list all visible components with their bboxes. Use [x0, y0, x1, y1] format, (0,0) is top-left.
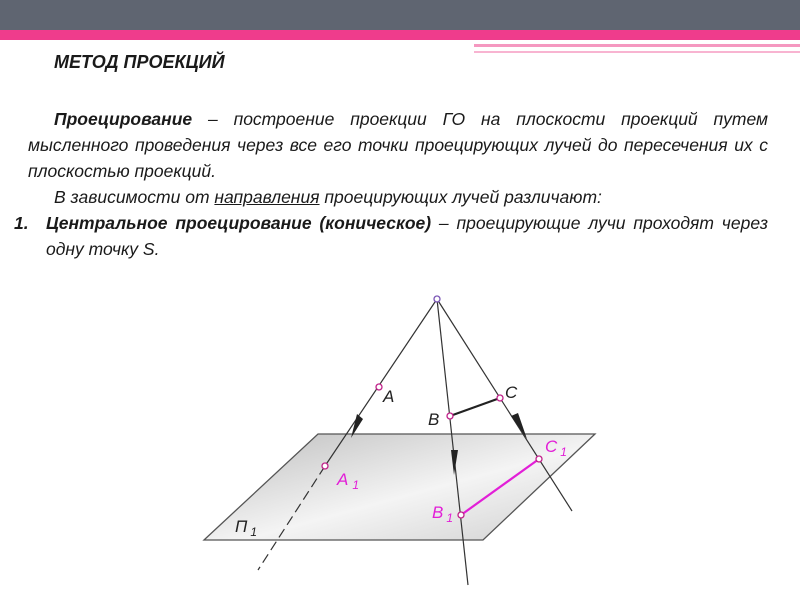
slide-title: МЕТОД ПРОЕКЦИЙ	[54, 52, 225, 72]
label-a: A	[383, 387, 395, 406]
label-b1: B $_1$	[432, 503, 454, 525]
label-c1: C $_1$	[545, 437, 567, 459]
classification-before: В зависимости от	[54, 187, 215, 207]
classification-paragraph	[28, 184, 768, 210]
label-b: B	[428, 410, 440, 429]
segment-bc	[450, 398, 500, 416]
accent-line	[474, 51, 800, 53]
center-point-s	[434, 296, 440, 302]
label-c: C	[505, 383, 518, 402]
central-projection-diagram	[0, 285, 800, 600]
point-b	[447, 413, 453, 419]
point-b1	[458, 512, 464, 518]
list-number: 1.	[14, 213, 29, 233]
label-plane: П $_1$	[235, 517, 258, 539]
slide-body	[14, 106, 768, 262]
list-item	[14, 210, 768, 262]
list-term: Центральное проецирование (коническое)	[46, 213, 432, 233]
label-a1: A $_1$	[337, 470, 360, 492]
definition-text: – построение проекции ГО на плоскости проекций путем мысленного проведения через все его точки проецирующих лучей до пересечения их с плоскостью проекций.	[28, 109, 768, 181]
point-a1	[322, 463, 328, 469]
top-bar	[0, 0, 800, 30]
classification-underlined: направления	[214, 187, 320, 207]
point-c1	[536, 456, 542, 462]
accent-line	[474, 44, 800, 47]
accent-strip	[0, 30, 800, 40]
point-c	[497, 395, 503, 401]
projection-plane	[204, 434, 595, 540]
definition-term: Проецирование	[54, 109, 193, 129]
list-description: – проецирующие лучи проходят через одну точку S.	[46, 213, 768, 259]
list-text	[46, 210, 768, 262]
classification-after: проецирующих лучей различают:	[319, 187, 602, 207]
point-a	[376, 384, 382, 390]
definition-paragraph	[28, 106, 768, 184]
